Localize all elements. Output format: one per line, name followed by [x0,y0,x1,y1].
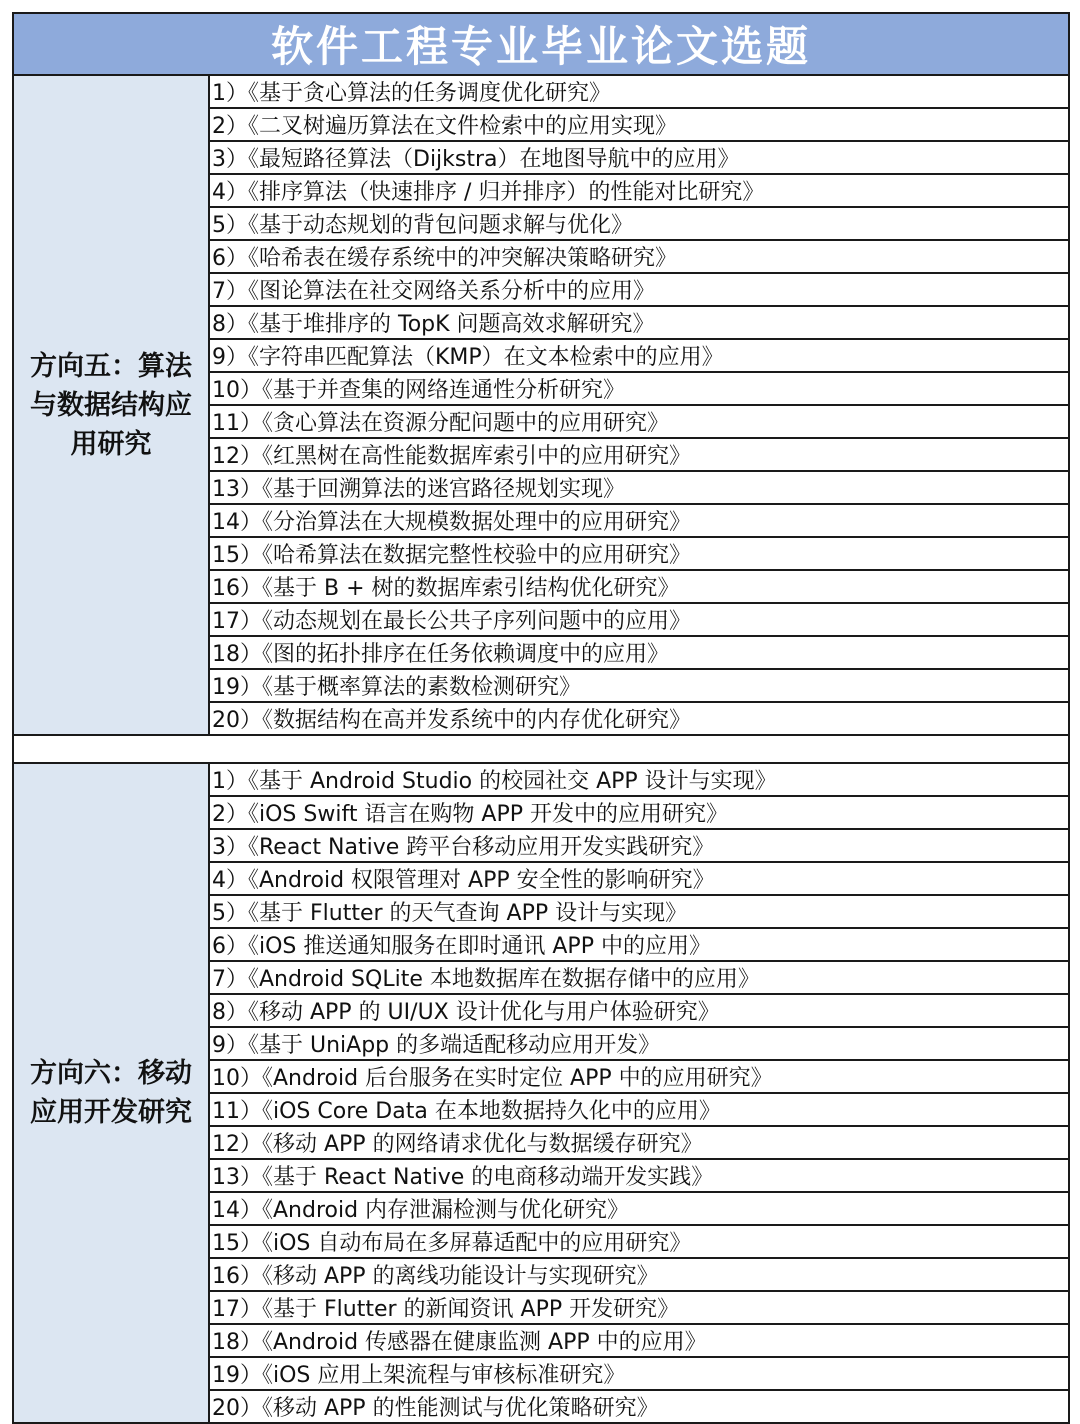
topic-item: 18）《图的拓扑排序在任务依赖调度中的应用》 [209,636,1069,669]
topic-item: 10）《基于并查集的网络连通性分析研究》 [209,372,1069,405]
section-gap-row [13,735,1069,763]
table-row [13,763,1069,796]
topic-item: 4）《Android 权限管理对 APP 安全性的影响研究》 [209,862,1069,895]
topic-item: 6）《哈希表在缓存系统中的冲突解决策略研究》 [209,240,1069,273]
topic-item: 19）《基于概率算法的素数检测研究》 [209,669,1069,702]
section-gap [13,735,1069,763]
topic-item: 16）《基于 B + 树的数据库索引结构优化研究》 [209,570,1069,603]
section-heading-text: 方向六：移动应用开发研究 [30,1058,192,1128]
topic-item: 15）《哈希算法在数据完整性校验中的应用研究》 [209,537,1069,570]
title-row [13,13,1069,75]
topic-item: 3）《React Native 跨平台移动应用开发实践研究》 [209,829,1069,862]
topic-item: 20）《移动 APP 的性能测试与优化策略研究》 [209,1390,1069,1423]
topic-item: 16）《移动 APP 的离线功能设计与实现研究》 [209,1258,1069,1291]
topic-item: 20）《数据结构在高并发系统中的内存优化研究》 [209,702,1069,735]
topic-item: 12）《移动 APP 的网络请求优化与数据缓存研究》 [209,1126,1069,1159]
table-row [13,75,1069,108]
topic-item: 5）《基于 Flutter 的天气查询 APP 设计与实现》 [209,895,1069,928]
topic-item: 7）《图论算法在社交网络关系分析中的应用》 [209,273,1069,306]
topic-item: 18）《Android 传感器在健康监测 APP 中的应用》 [209,1324,1069,1357]
topic-item: 7）《Android SQLite 本地数据库在数据存储中的应用》 [209,961,1069,994]
topic-item: 12）《红黑树在高性能数据库索引中的应用研究》 [209,438,1069,471]
topic-item: 11）《iOS Core Data 在本地数据持久化中的应用》 [209,1093,1069,1126]
topic-item: 19）《iOS 应用上架流程与审核标准研究》 [209,1357,1069,1390]
topic-item: 13）《基于 React Native 的电商移动端开发实践》 [209,1159,1069,1192]
section-heading [13,75,209,735]
topic-item: 17）《基于 Flutter 的新闻资讯 APP 开发研究》 [209,1291,1069,1324]
topic-item: 8）《移动 APP 的 UI/UX 设计优化与用户体验研究》 [209,994,1069,1027]
topic-item: 1）《基于贪心算法的任务调度优化研究》 [209,75,1069,108]
topic-item: 1）《基于 Android Studio 的校园社交 APP 设计与实现》 [209,763,1069,796]
topic-item: 15）《iOS 自动布局在多屏幕适配中的应用研究》 [209,1225,1069,1258]
topic-item: 9）《字符串匹配算法（KMP）在文本检索中的应用》 [209,339,1069,372]
topic-item: 11）《贪心算法在资源分配问题中的应用研究》 [209,405,1069,438]
topic-item: 10）《Android 后台服务在实时定位 APP 中的应用研究》 [209,1060,1069,1093]
topic-item: 13）《基于回溯算法的迷宫路径规划实现》 [209,471,1069,504]
table-body [13,13,1069,1423]
topic-item: 6）《iOS 推送通知服务在即时通讯 APP 中的应用》 [209,928,1069,961]
topic-item: 14）《Android 内存泄漏检测与优化研究》 [209,1192,1069,1225]
topic-item: 2）《二叉树遍历算法在文件检索中的应用实现》 [209,108,1069,141]
topic-item: 9）《基于 UniApp 的多端适配移动应用开发》 [209,1027,1069,1060]
topic-item: 14）《分治算法在大规模数据处理中的应用研究》 [209,504,1069,537]
topic-item: 17）《动态规划在最长公共子序列问题中的应用》 [209,603,1069,636]
topic-item: 2）《iOS Swift 语言在购物 APP 开发中的应用研究》 [209,796,1069,829]
topic-item: 5）《基于动态规划的背包问题求解与优化》 [209,207,1069,240]
topic-item: 3）《最短路径算法（Dijkstra）在地图导航中的应用》 [209,141,1069,174]
topic-item: 8）《基于堆排序的 TopK 问题高效求解研究》 [209,306,1069,339]
section-heading [13,763,209,1423]
topics-table [12,12,1070,1424]
page-title: 软件工程专业毕业论文选题 [13,13,1069,75]
section-heading-text: 方向五：算法与数据结构应用研究 [30,350,192,460]
topic-item: 4）《排序算法（快速排序 / 归并排序）的性能对比研究》 [209,174,1069,207]
